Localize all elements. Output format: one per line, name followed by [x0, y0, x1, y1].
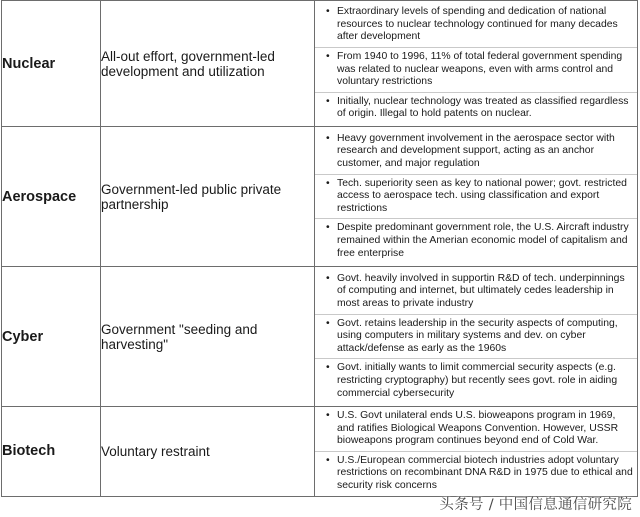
table-row	[2, 1, 638, 127]
fact-item	[315, 219, 637, 263]
fact-item	[315, 315, 637, 360]
fact-text: U.S. Govt unilateral ends U.S. bioweapons program in 1969, and ratifies Biological Weapons Convention. However, USSR bioweapons program continues beyond end of Cold War.	[337, 410, 619, 447]
table-row	[2, 127, 638, 267]
fact-text: Govt. initially wants to limit commercial security aspects (e.g. restricting cryptography) but recently sees govt. role in aiding commercial cybersecurity	[337, 362, 618, 399]
approach-description: Voluntary restraint	[101, 407, 315, 497]
fact-text: Govt. heavily involved in supportin R&D of tech. underpinnings of computing and internet, but ultimately cedes leadership in most areas to private industry	[337, 272, 625, 310]
bullet-icon: •	[326, 222, 330, 234]
table-row	[2, 407, 638, 497]
bullet-icon: •	[326, 50, 330, 62]
sector-name: Nuclear	[2, 1, 101, 127]
watermark: 头条号 / 中国信息通信研究院	[439, 497, 632, 513]
approach-description: Government-led public private partnership	[101, 127, 315, 267]
table-row	[2, 267, 638, 407]
fact-item	[315, 452, 637, 496]
fact-text: From 1940 to 1996, 11% of total federal government spending was related to nuclear weapons, even with arms control and voluntary restrictions	[337, 50, 623, 88]
fact-item	[315, 175, 637, 220]
approach-description: Government "seeding and harvesting"	[101, 267, 315, 407]
sector-comparison-table	[1, 0, 638, 497]
fact-text: Despite predominant government role, the U.S. Aircraft industry remained within the Amerian economic model of capitalism and free enterprise	[337, 222, 629, 259]
sector-name: Biotech	[2, 407, 101, 497]
bullet-icon: •	[326, 454, 330, 466]
fact-item	[315, 359, 637, 403]
fact-text: Tech. superiority seen as key to national power; govt. restricted access to aerospace tech. using classification and export restrictions	[337, 177, 627, 214]
sector-name: Cyber	[2, 267, 101, 407]
bullet-icon: •	[326, 272, 330, 284]
fact-text: Initially, nuclear technology was treated as classified regardless of origin. Illegal to hold patents on nuclear.	[337, 95, 629, 120]
fact-text: Extraordinary levels of spending and dedication of national resources to nuclear technology continued for many decades after development	[337, 6, 618, 43]
bullet-icon: •	[326, 317, 330, 329]
fact-list	[315, 1, 638, 127]
fact-item	[315, 48, 637, 93]
fact-item	[315, 407, 637, 452]
bullet-icon: •	[326, 410, 330, 421]
fact-item	[315, 270, 637, 315]
bullet-icon: •	[326, 362, 330, 374]
fact-text: U.S./European commercial biotech industries adopt voluntary restrictions on recombinant DNA R&D in 1975 due to ethical and security risk concerns	[337, 454, 633, 491]
bullet-icon: •	[326, 6, 330, 18]
fact-text: Heavy government involvement in the aerospace sector with research and development support, acting as an anchor customer, and major regulation	[337, 132, 615, 170]
sector-name: Aerospace	[2, 127, 101, 267]
bullet-icon: •	[326, 177, 330, 189]
fact-list	[315, 407, 638, 497]
bullet-icon: •	[326, 132, 330, 144]
fact-item	[315, 3, 637, 48]
bullet-icon: •	[326, 95, 330, 107]
fact-text: Govt. retains leadership in the security aspects of computing, using computers in military systems and dev. on cyber attack/defense as early as the 1960s	[337, 317, 618, 354]
fact-list	[315, 127, 638, 267]
fact-list	[315, 267, 638, 407]
approach-description: All-out effort, government-led development and utilization	[101, 1, 315, 127]
fact-item	[315, 93, 637, 124]
fact-item	[315, 130, 637, 175]
